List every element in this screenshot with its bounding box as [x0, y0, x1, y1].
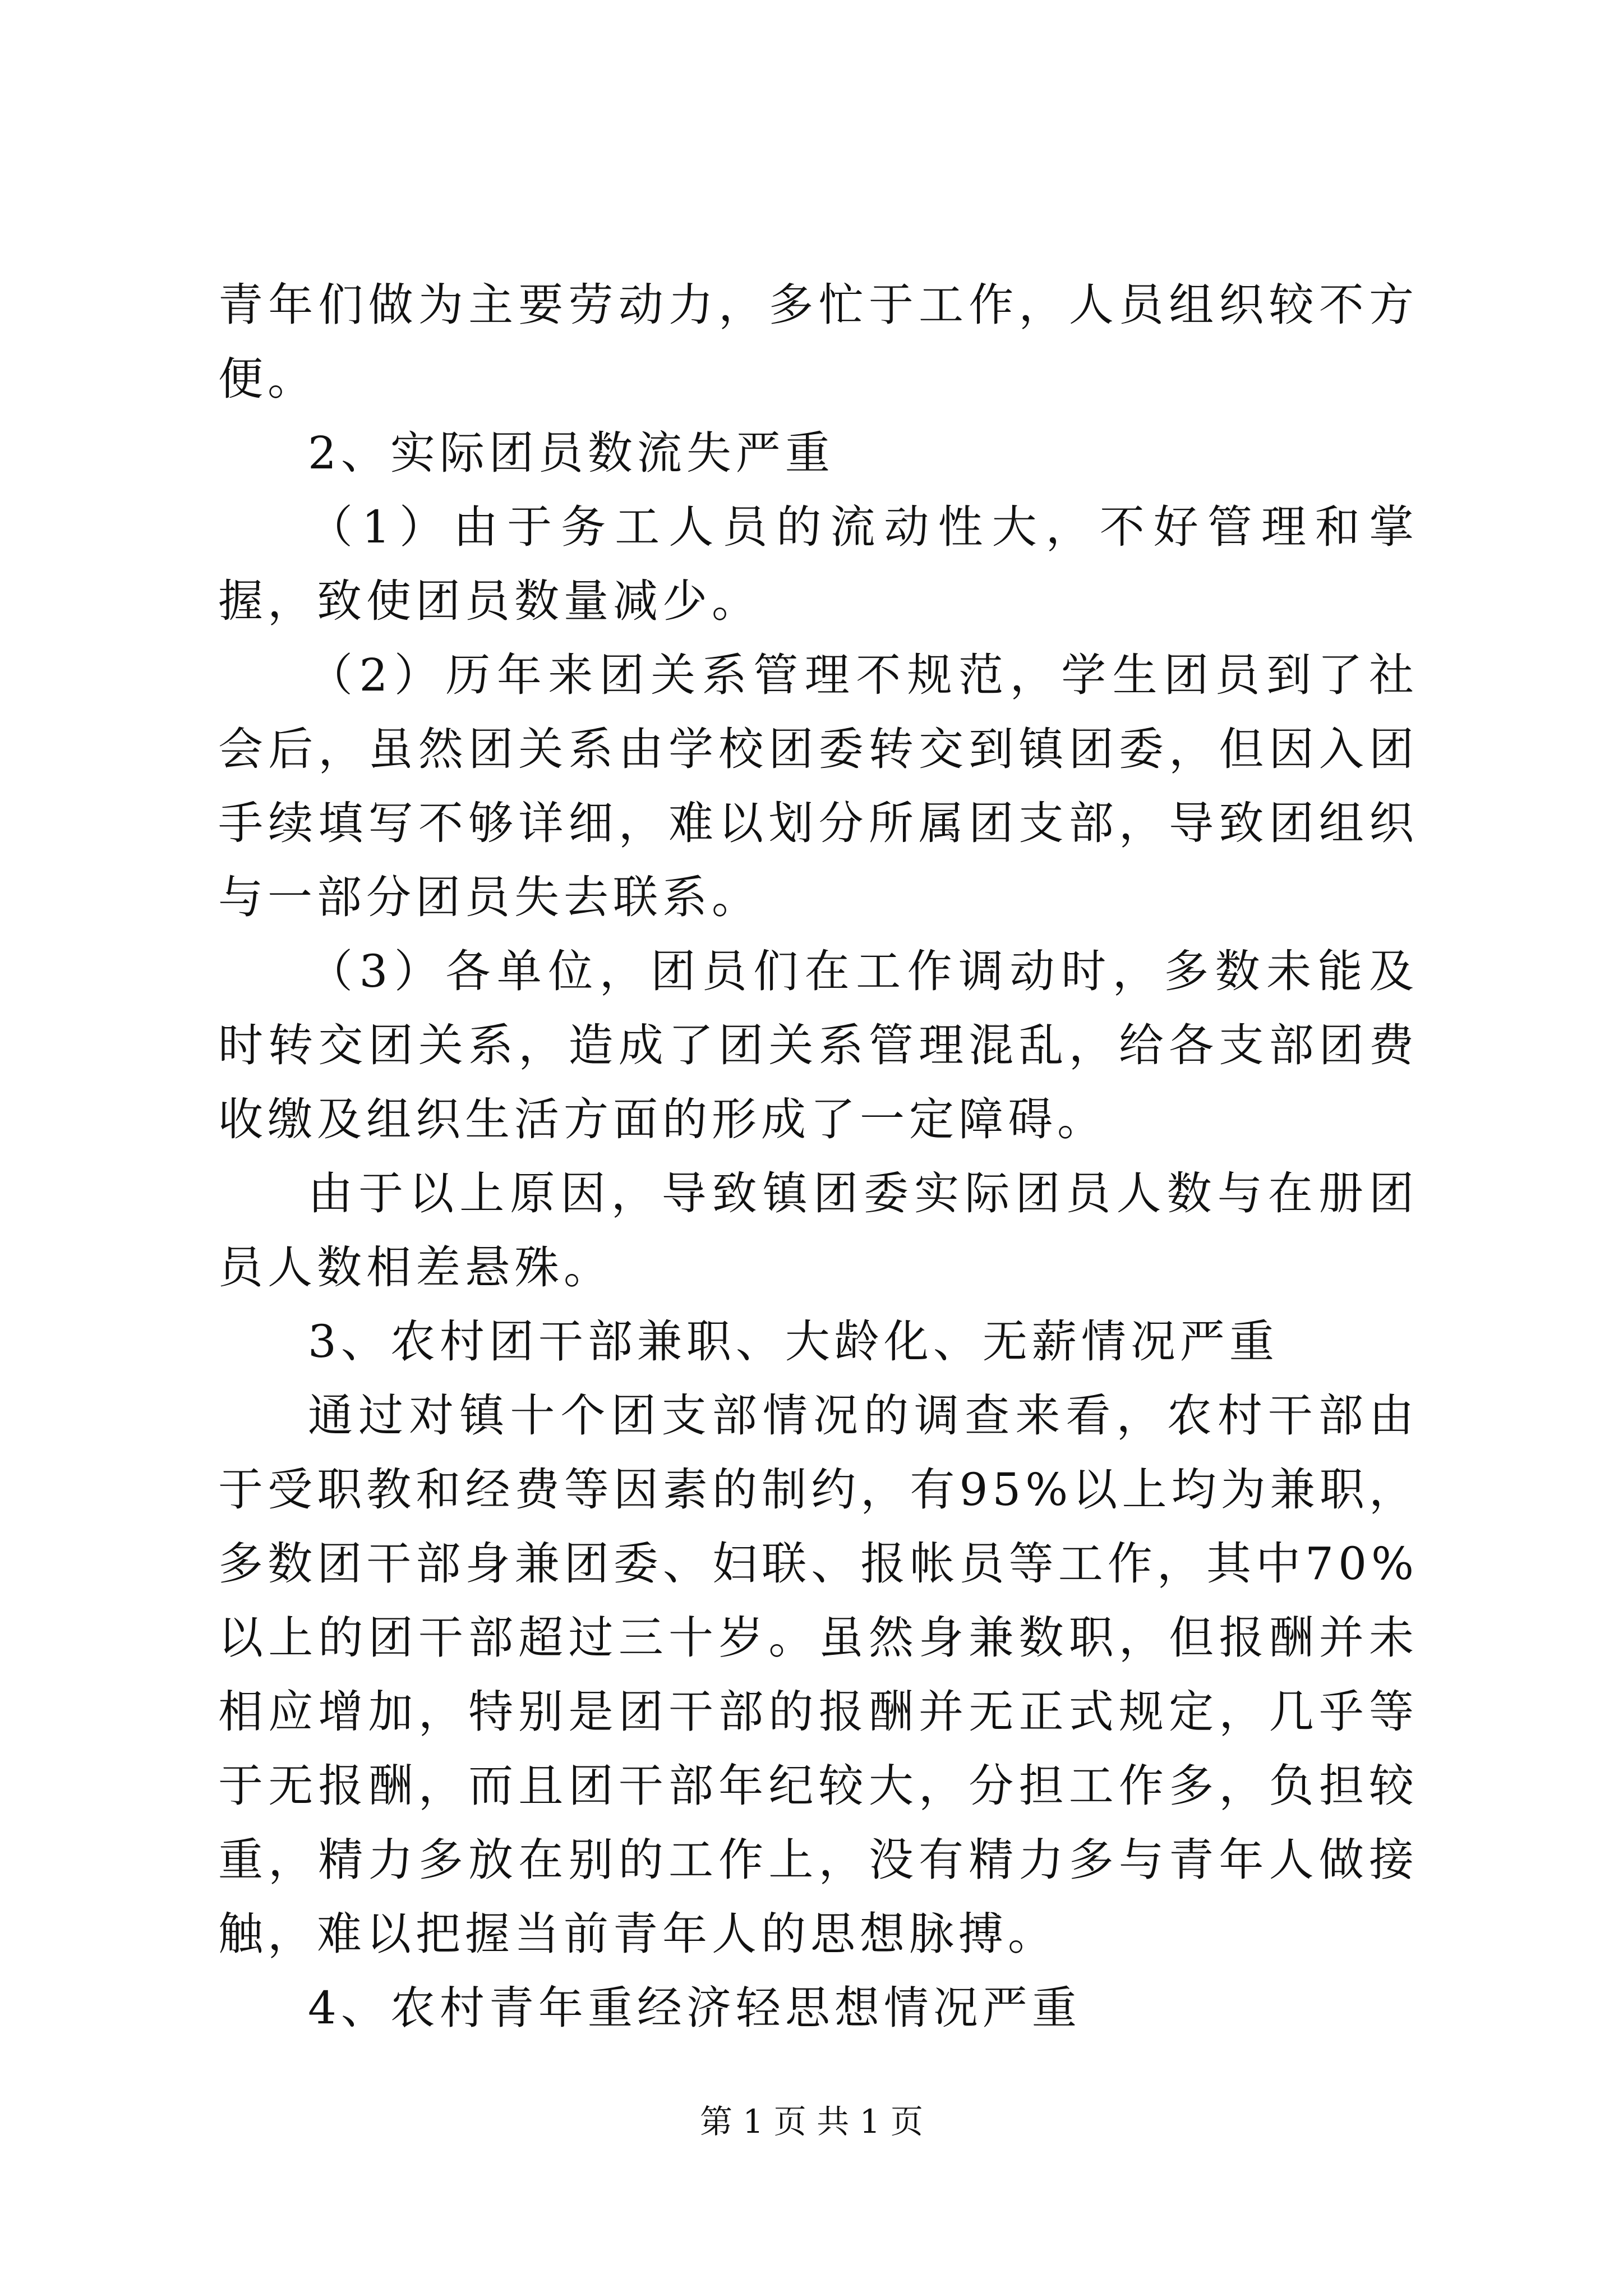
paragraph: 由于以上原因，导致镇团委实际团员人数与在册团员人数相差悬殊。: [218, 1167, 1418, 1294]
paragraph: 通过对镇十个团支部情况的调查来看，农村干部由于受职教和经费等因素的制约，有95%以上均为兼职，多数团干部身兼团委、妇联、报帐员等工作，其中70%以上的团干部超过三十岁。虽然身兼数职，但报酬并未相应增加，特别是团干部的报酬并无正式规定，几乎等于无报酬，而且团干部年纪较大，分担工作多，负担较重，精力多放在别的工作上，没有精力多与青年人做接触，难以把握当前青年人的思想脉搏。: [218, 1389, 1418, 1960]
section-heading: 3、农村团干部兼职、大龄化、无薪情况严重: [308, 1315, 1279, 1368]
page-footer: [0, 2099, 1623, 2144]
paragraph: （2）历年来团关系管理不规范，学生团员到了社会后，虽然团关系由学校团委转交到镇团委，但因入团手续填写不够详细，难以划分所属团支部，导致团组织与一部分团员失去联系。: [218, 649, 1418, 923]
section-heading: 2、实际团员数流失严重: [308, 427, 834, 479]
paragraph: （3）各单位，团员们在工作调动时，多数未能及时转交团关系，造成了团关系管理混乱，给各支部团费收缴及组织生活方面的形成了一定障碍。: [218, 945, 1418, 1145]
section-heading: 4、农村青年重经济轻思想情况严重: [308, 1982, 1081, 2034]
page-number-label: 第 1 页 共 1 页: [700, 2102, 923, 2141]
paragraph: （1）由于务工人员的流动性大，不好管理和掌握，致使团员数量减少。: [218, 501, 1418, 627]
document-body: [218, 268, 1418, 2045]
paragraph: 青年们做为主要劳动力，多忙于工作，人员组织较不方便。: [218, 279, 1418, 405]
